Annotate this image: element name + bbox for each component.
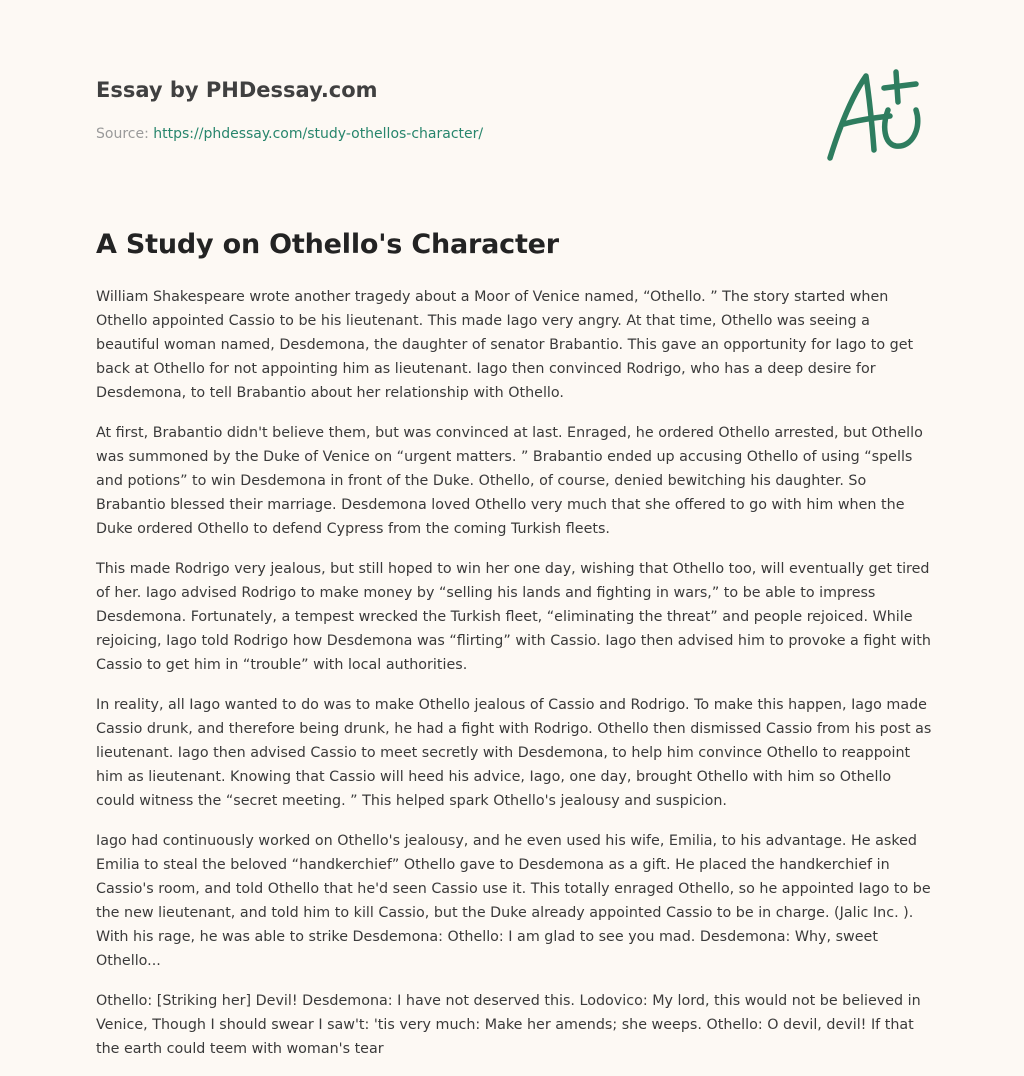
essay-paragraph: Iago had continuously worked on Othello's jealousy, and he even used his wife, Emilia, to his advantage. He asked Emilia to steal the beloved “handkerchief” Othello gave to Desdemona as a gift. He placed the handkerchief in Cassio's room, and told Othello that he'd seen Cassio use it. This totally enraged Othello, so he appointed Iago to be the new lieutenant, and told him to kill Cassio, but the Duke already appointed Cassio to be in charge. (Jalic Inc. ). With his rage, he was able to strike Desdemona: Othello: I am glad to see you mad. Desdemona: Why, sweet Othello... (96, 833, 931, 969)
essay-paragraph: Othello: [Striking her] Devil! Desdemona: I have not deserved this. Lodovico: My lord, this would not be believed in Venice, Though I should swear I saw't: 'tis very much: Make her amends; she weeps. Othello: O devil, devil! If that the earth could teem with woman's tear (96, 993, 921, 1057)
essay-title: A Study on Othello's Character (96, 229, 559, 260)
brand-name: Essay by PHDessay.com (96, 78, 378, 102)
essay-paragraph: At first, Brabantio didn't believe them, but was convinced at last. Enraged, he ordered Othello arrested, but Othello was summoned by the Duke of Venice on “urgent matters. ” Brabantio ended up accusing Othello of using “spells and potions” to win Desdemona in front of the Duke. Othello, of course, denied bewitching his daughter. So Brabantio blessed their marriage. Desdemona loved Othello very much that she offered to go with him when the Duke ordered Othello to defend Cypress from the coming Turkish fleets. (96, 425, 923, 537)
essay-paragraph: William Shakespeare wrote another tragedy about a Moor of Venice named, “Othello. ” The story started when Othello appointed Cassio to be his lieutenant. This made Iago very angry. At that time, Othello was seeing a beautiful woman named, Desdemona, the daughter of senator Brabantio. This gave an opportunity for Iago to get back at Othello for not appointing him as lieutenant. Iago then convinced Rodrigo, who has a deep desire for Desdemona, to tell Brabantio about her relationship with Othello. (96, 289, 914, 401)
essay-body (96, 285, 932, 1076)
source-line (96, 124, 716, 144)
source-label: Source: (96, 126, 154, 142)
a-plus-grade-icon (818, 64, 930, 168)
source-link[interactable]: https://phdessay.com/study-othellos-character/ (153, 126, 484, 142)
essay-paragraph: In reality, all Iago wanted to do was to make Othello jealous of Cassio and Rodrigo. To make this happen, Iago made Cassio drunk, and therefore being drunk, he had a fight with Rodrigo. Othello then dismissed Cassio from his post as lieutenant. Iago then advised Cassio to meet secretly with Desdemona, to help him convince Othello to reappoint him as lieutenant. Knowing that Cassio will heed his advice, Iago, one day, brought Othello with him so Othello could witness the “secret meeting. ” This helped spark Othello's jealousy and suspicion. (96, 697, 932, 809)
essay-paragraph: This made Rodrigo very jealous, but still hoped to win her one day, wishing that Othello too, will eventually get tired of her. Iago advised Rodrigo to make money by “selling his lands and fighting in wars,” to be able to impress Desdemona. Fortunately, a tempest wrecked the Turkish fleet, “eliminating the threat” and people rejoiced. While rejoicing, Iago told Rodrigo how Desdemona was “flirting” with Cassio. Iago then advised him to provoke a fight with Cassio to get him in “trouble” with local authorities. (96, 561, 931, 673)
page-header (96, 76, 716, 144)
